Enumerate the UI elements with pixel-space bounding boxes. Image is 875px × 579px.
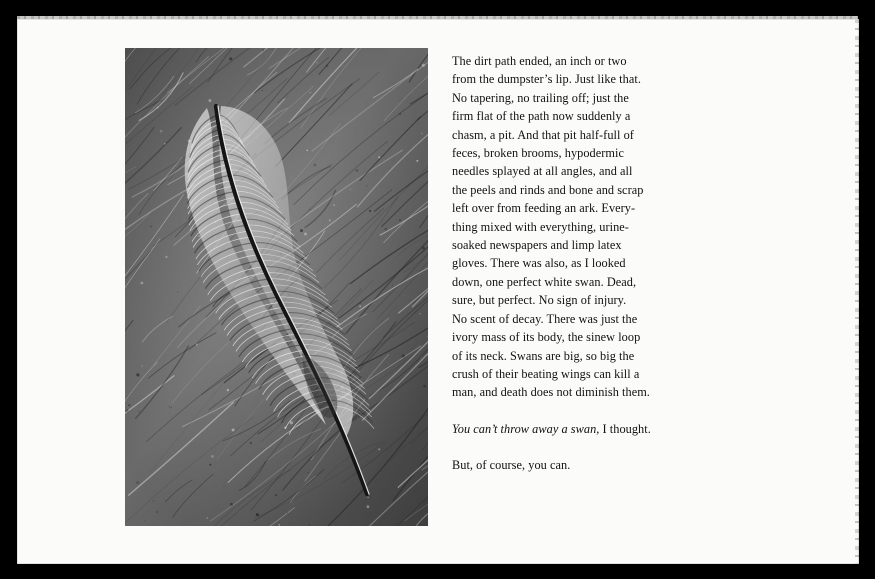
paragraph-1-line: of its neck. Swans are big, so big the <box>452 348 635 363</box>
plate-speck <box>350 374 352 376</box>
plate-speck <box>378 156 380 158</box>
plate-speck <box>150 225 152 227</box>
plate-speck <box>411 348 412 349</box>
plate-speck <box>256 513 259 516</box>
plate-speck <box>314 164 317 167</box>
plate-speck <box>177 291 178 292</box>
plate-speck <box>399 219 401 221</box>
plate-speck <box>308 472 309 473</box>
paragraph-gap <box>452 438 662 456</box>
paragraph-1-line: the peels and rinds and bone and scrap <box>452 182 644 197</box>
plate-speck <box>142 365 143 366</box>
plate-speck <box>139 411 140 412</box>
plate-speck <box>367 497 368 498</box>
plate-speck <box>223 486 224 487</box>
plate-speck <box>169 406 170 407</box>
plate-speck <box>310 92 312 94</box>
plate-speck <box>366 185 367 186</box>
paragraph-gap <box>452 402 662 420</box>
plate-speck <box>250 442 252 444</box>
plate-speck <box>145 520 146 521</box>
plate-speck <box>287 513 288 514</box>
plate-speck <box>369 210 371 212</box>
plate-speck <box>378 448 380 450</box>
plate-speck <box>196 343 198 345</box>
paragraph-1-line: down, one perfect white swan. Dead, <box>452 274 637 289</box>
plate-speck <box>171 407 172 408</box>
plate-speck <box>141 282 144 285</box>
plate-speck <box>421 133 423 135</box>
paragraph-1-line: No scent of decay. There was just the <box>452 311 638 326</box>
paragraph-1-line: ivory mass of its body, the sinew loop <box>452 330 641 345</box>
plate-speck <box>350 189 352 191</box>
plate-speck <box>364 306 365 307</box>
plate-speck <box>304 233 307 236</box>
plate-speck <box>136 373 139 376</box>
plate-speck <box>211 455 214 458</box>
paragraph-1-line: needles splayed at all angles, and all <box>452 164 633 179</box>
plate-speck <box>227 389 229 391</box>
plate-speck <box>333 204 335 206</box>
plate-speck <box>208 99 211 102</box>
plate-speck <box>229 57 232 60</box>
plate-speck <box>384 228 387 231</box>
paragraph-1-line: chasm, a pit. And that pit half-full of <box>452 127 634 142</box>
feather-print-illustration <box>125 48 428 526</box>
plate-speck <box>416 160 418 162</box>
paragraph-1-line: gloves. There was also, as I looked <box>452 256 626 271</box>
paragraph-3: But, of course, you can. <box>452 458 571 473</box>
plate-speck <box>309 209 310 210</box>
plate-speck <box>402 354 405 357</box>
paragraph-1-line: from the dumpster’s lip. Just like that. <box>452 72 641 87</box>
plate-speck <box>423 385 425 387</box>
paragraph-1-line: No tapering, no trailing off; just the <box>452 90 629 105</box>
plate-speck <box>317 62 318 63</box>
plate-speck <box>359 305 361 307</box>
paragraph-1-line: crush of their beating wings can kill a <box>452 366 640 381</box>
plate-speck <box>422 247 425 250</box>
thought-attribution: I thought. <box>599 421 651 436</box>
plate-speck <box>262 49 264 51</box>
plate-speck <box>326 65 329 68</box>
plate-speck <box>207 517 208 518</box>
paragraph-1-line: The dirt path ended, an inch or two <box>452 54 627 68</box>
plate-speck <box>198 235 200 237</box>
plate-speck <box>165 256 167 258</box>
plate-speck <box>262 90 263 91</box>
plate-speck <box>404 295 405 296</box>
plate-speck <box>153 500 154 501</box>
plate-speck <box>419 313 420 314</box>
plate-speck <box>160 130 163 133</box>
plate-speck <box>290 421 293 424</box>
feather-icon <box>125 48 428 526</box>
plate-speck <box>360 303 361 304</box>
plate-speck <box>209 464 211 466</box>
plate-speck <box>329 219 331 221</box>
plate-speck <box>275 494 277 496</box>
plate-speck <box>306 150 308 152</box>
italic-thought: You can’t throw away a swan, <box>452 421 600 436</box>
paragraph-1-line: sure, but perfect. No sign of injury. <box>452 293 627 308</box>
paragraph-2 <box>452 420 662 438</box>
plate-speck <box>230 503 233 506</box>
plate-speck <box>422 64 425 67</box>
plate-speck <box>164 143 166 145</box>
plate-speck <box>356 169 359 172</box>
paragraph-1-line: firm flat of the path now suddenly a <box>452 109 631 124</box>
plate-speck <box>128 404 130 406</box>
plate-speck <box>157 107 159 109</box>
paragraph-1-line: man, and death does not diminish them. <box>452 385 650 400</box>
plate-speck <box>367 505 370 508</box>
paragraph-1-line: feces, broken brooms, hypodermic <box>452 146 624 161</box>
plate-speck <box>126 409 129 412</box>
plate-speck <box>232 429 235 432</box>
plate-speck <box>392 285 393 286</box>
plate-speck <box>278 524 280 526</box>
story-text <box>452 52 662 475</box>
plate-speck <box>399 113 401 115</box>
plate-speck <box>156 511 159 514</box>
paragraph-1-line: soaked newspapers and limp latex <box>452 238 622 253</box>
plate-speck <box>300 229 303 232</box>
paper-deckle-edge-right <box>855 19 859 564</box>
paragraph-1-line: thing mixed with everything, urine- <box>452 219 629 234</box>
paragraph-1-line: left over from feeding an ark. Every- <box>452 201 636 216</box>
plate-speck <box>308 524 310 526</box>
paragraph-1 <box>452 52 662 402</box>
plate-speck <box>136 481 139 484</box>
